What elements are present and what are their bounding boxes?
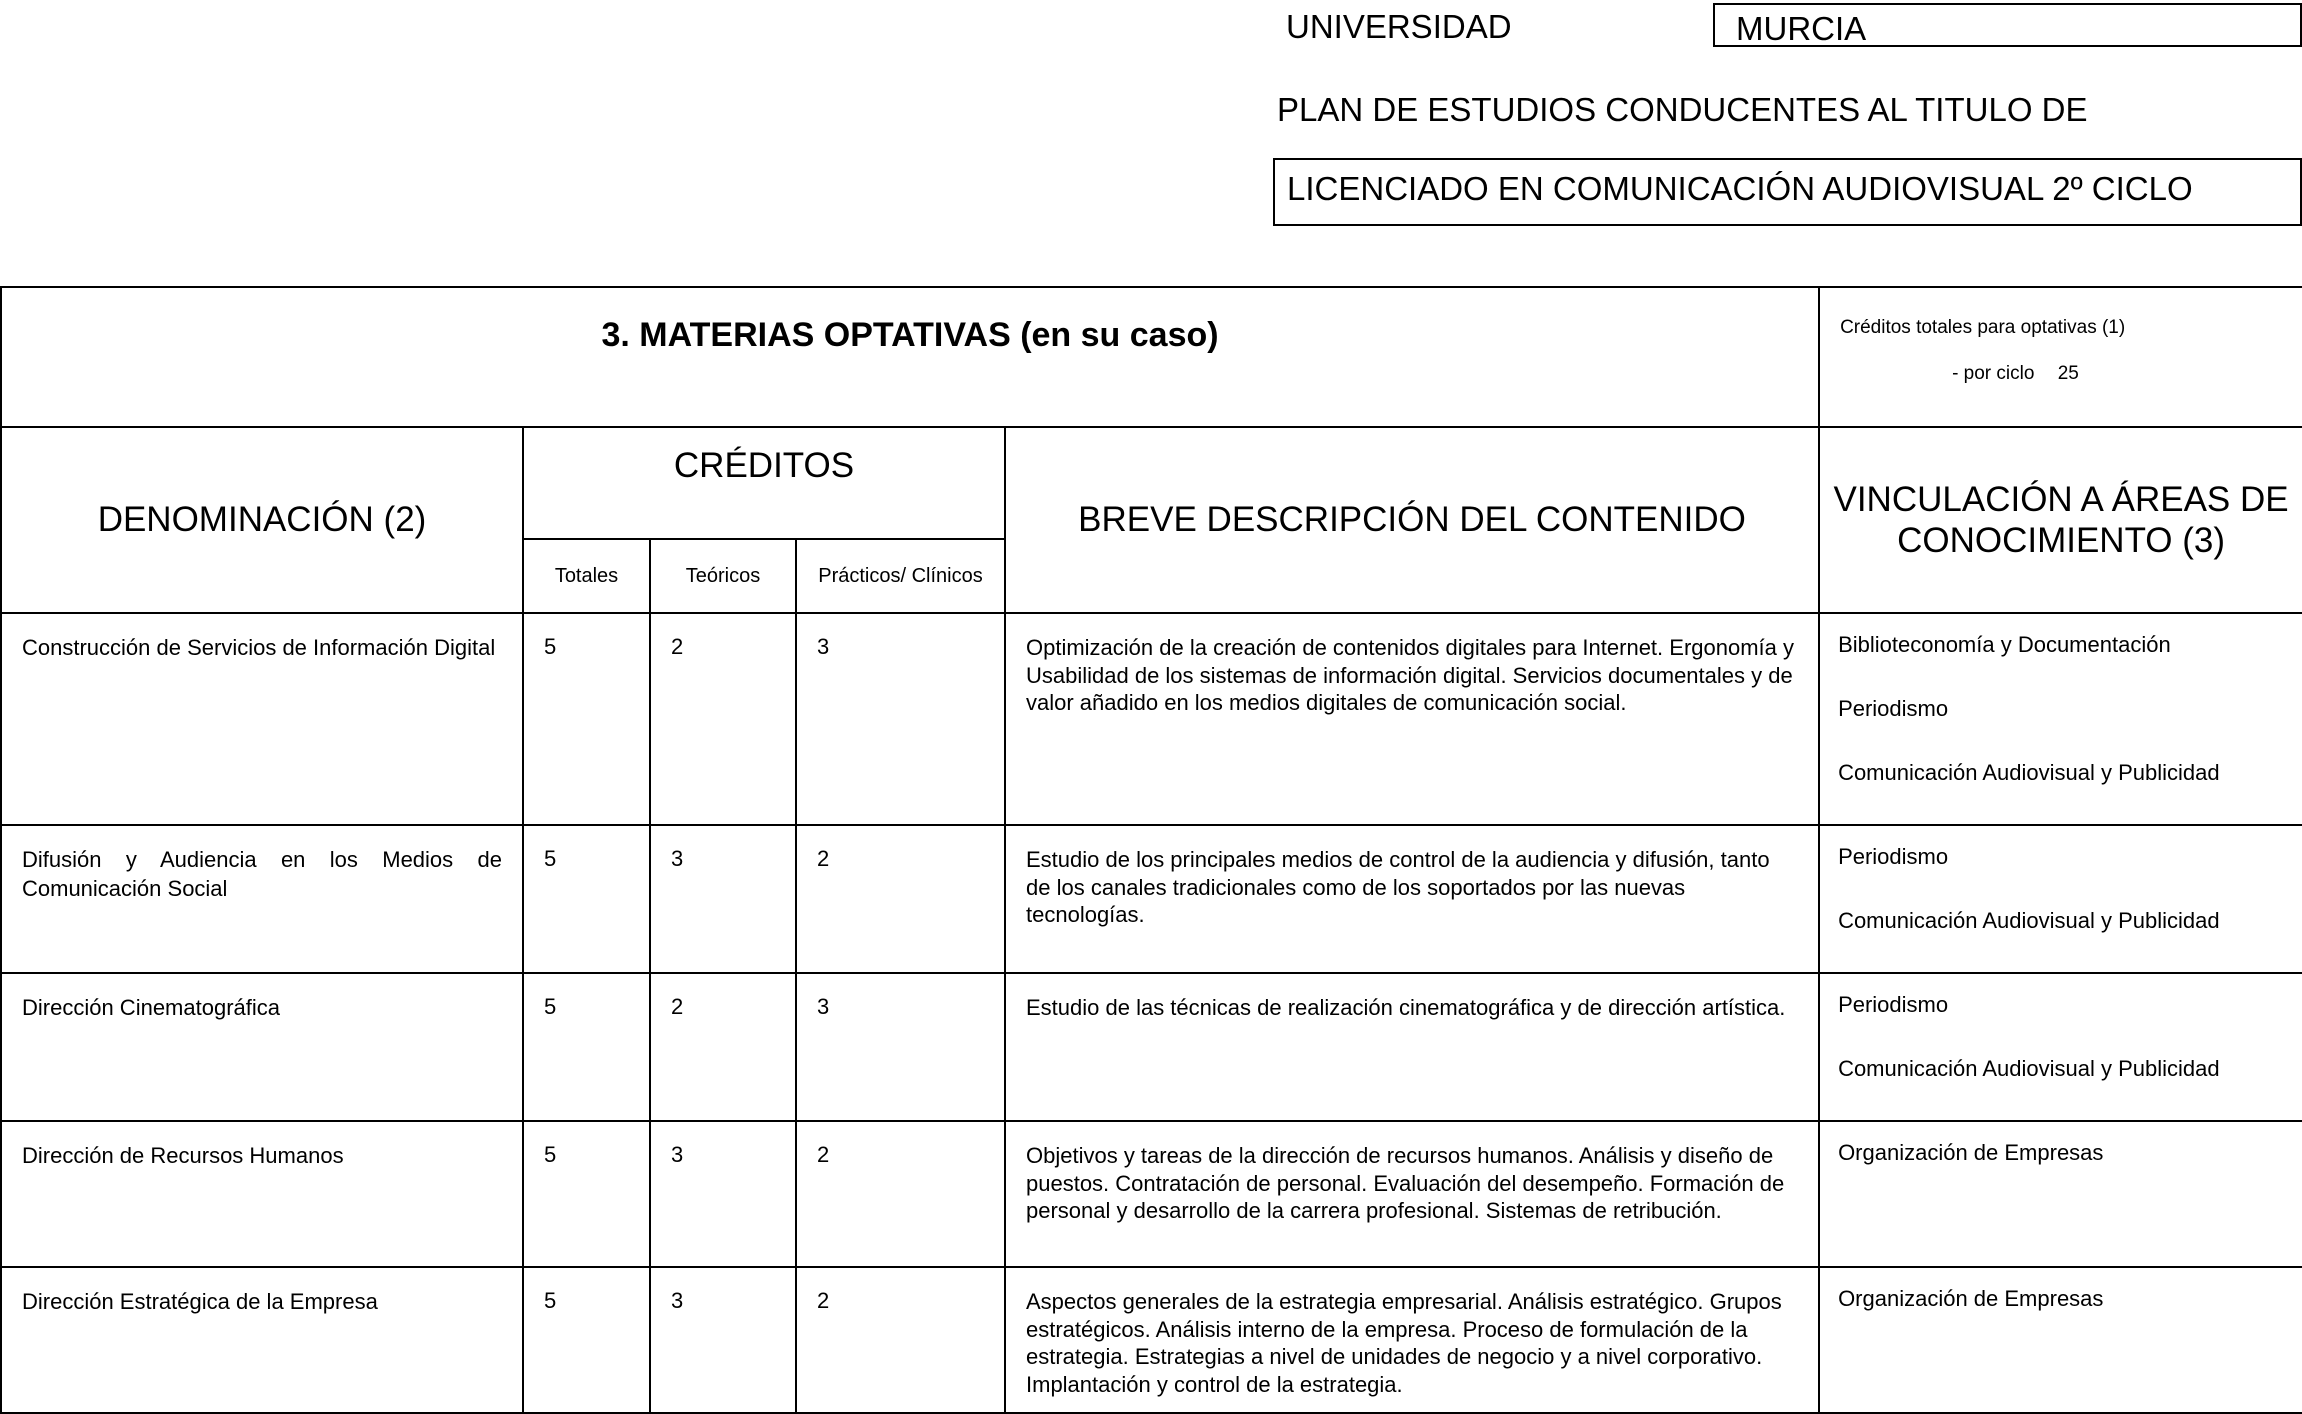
row-denominacion: Dirección Cinematográfica (1, 973, 523, 1121)
totales-header: Totales (523, 539, 650, 613)
practicos-header: Prácticos/ Clínicos (796, 539, 1005, 613)
titulo-box (1273, 158, 2302, 226)
row-descripcion: Objetivos y tareas de la dirección de recursos humanos. Análisis y diseño de puestos. Contratación de personal. Evaluación del desempeño. Formación de personal y desarrollo de la carrera profesional. Sistemas de retribución. (1005, 1121, 1819, 1267)
row-practicos: 3 (796, 973, 1005, 1121)
section-title: 3. MATERIAS OPTATIVAS (en su caso) (601, 316, 1219, 354)
row-denominacion: Difusión y Audiencia en los Medios de Comunicación Social (1, 825, 523, 973)
universidad-box (1713, 3, 2302, 47)
descripcion-header: BREVE DESCRIPCIÓN DEL CONTENIDO (1005, 427, 1819, 613)
area-item: Comunicación Audiovisual y Publicidad (1838, 1056, 2220, 1081)
vinculacion-header: VINCULACIÓN A ÁREAS DE CONOCIMIENTO (3) (1819, 427, 2302, 613)
area-item: Organización de Empresas (1838, 1140, 2104, 1165)
row-teoricos: 3 (650, 1267, 796, 1413)
row-denominacion: Dirección de Recursos Humanos (1, 1121, 523, 1267)
titulo-value: LICENCIADO EN COMUNICACIÓN AUDIOVISUAL 2º CICLO (1287, 170, 2193, 207)
row-totales: 5 (523, 1121, 650, 1267)
area-item: Periodismo (1838, 696, 1949, 721)
table-row (1, 1121, 2302, 1267)
row-areas (1819, 1267, 2302, 1413)
row-teoricos: 3 (650, 1121, 796, 1267)
universidad-label: UNIVERSIDAD (1286, 8, 1512, 45)
denominacion-header: DENOMINACIÓN (2) (1, 427, 523, 613)
row-teoricos: 3 (650, 825, 796, 973)
row-descripcion: Estudio de los principales medios de control de la audiencia y difusión, tanto de los canales tradicionales como de los soportados por las nuevas tecnologías. (1005, 825, 1819, 973)
materias-optativas-table (0, 286, 2302, 1414)
row-totales: 5 (523, 973, 650, 1121)
row-areas (1819, 613, 2302, 825)
teoricos-header: Teóricos (650, 539, 796, 613)
table-row (1, 613, 2302, 825)
row-practicos: 2 (796, 825, 1005, 973)
creditos-totales-label: Créditos totales para optativas (1) (1840, 317, 2126, 338)
row-practicos: 3 (796, 613, 1005, 825)
column-header-row (1, 427, 2302, 539)
area-item: Comunicación Audiovisual y Publicidad (1838, 908, 2220, 933)
row-descripcion: Aspectos generales de la estrategia empresarial. Análisis estratégico. Grupos estratégicos. Análisis interno de la empresa. Proceso de formulación de la estrategia. Estrategias a nivel de unidades de negocio y a nivel corporativo. Implantación y control de la estrategia. (1005, 1267, 1819, 1413)
row-descripcion: Estudio de las técnicas de realización cinematográfica y de dirección artística. (1005, 973, 1819, 1121)
creditos-totales-cell (1819, 287, 2302, 427)
row-areas (1819, 1121, 2302, 1267)
table-row (1, 973, 2302, 1121)
section-title-cell (1, 287, 1819, 427)
row-totales: 5 (523, 825, 650, 973)
row-denominacion: Construcción de Servicios de Información Digital (1, 613, 523, 825)
row-denominacion: Dirección Estratégica de la Empresa (1, 1267, 523, 1413)
por-ciclo-value: 25 (2057, 362, 2079, 384)
universidad-value: MURCIA (1736, 10, 1867, 47)
row-totales: 5 (523, 613, 650, 825)
row-totales: 5 (523, 1267, 650, 1413)
creditos-header: CRÉDITOS (523, 427, 1005, 539)
row-practicos: 2 (796, 1267, 1005, 1413)
section-title-row (1, 287, 2302, 427)
table-row (1, 825, 2302, 973)
area-item: Comunicación Audiovisual y Publicidad (1838, 760, 2220, 785)
row-areas (1819, 973, 2302, 1121)
row-practicos: 2 (796, 1121, 1005, 1267)
row-teoricos: 2 (650, 613, 796, 825)
por-ciclo-label: - por ciclo (1952, 362, 2035, 384)
plan-label: PLAN DE ESTUDIOS CONDUCENTES AL TITULO DE (1277, 91, 2088, 128)
area-item: Organización de Empresas (1838, 1286, 2104, 1311)
area-item: Biblioteconomía y Documentación (1838, 632, 2171, 657)
row-descripcion: Optimización de la creación de contenidos digitales para Internet. Ergonomía y Usabilidad de los sistemas de información digital. Servicios documentales y de valor añadido en los medios digitales de comunicación social. (1005, 613, 1819, 825)
area-item: Periodismo (1838, 992, 1949, 1017)
table-row (1, 1267, 2302, 1413)
area-item: Periodismo (1838, 844, 1949, 869)
row-areas (1819, 825, 2302, 973)
row-teoricos: 2 (650, 973, 796, 1121)
